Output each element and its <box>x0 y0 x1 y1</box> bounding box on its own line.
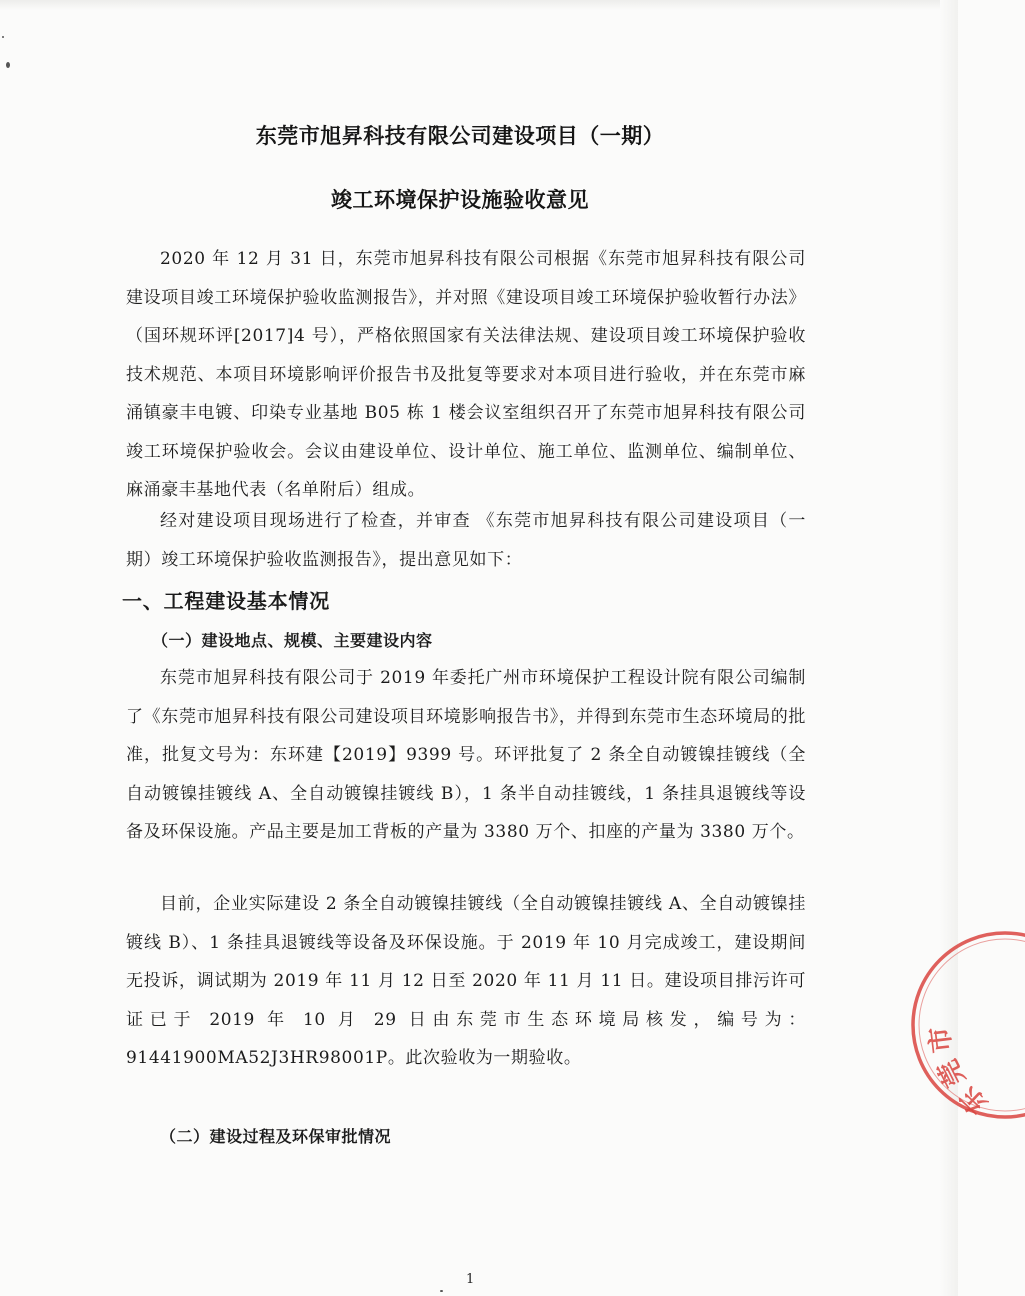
scan-speck <box>6 62 10 68</box>
document-title-line-2: 竣工环境保护设施验收意见 <box>331 188 589 212</box>
paragraph-introduction: 2020 年 12 月 31 日，东莞市旭昇科技有限公司根据《东莞市旭昇科技有限公司建设项目竣工环境保护验收监测报告》，并对照《建设项目竣工环境保护验收暂行办法》（国环规环评[2017]4 号），严格依照国家有关法律法规、建设项目竣工环境保护验收技术规范、本项目环境影响评价报告书及批复等要求对本项目进行验收，并在东莞市麻涌镇豪丰电镀、印染专业基地 B05 栋 1 楼会议室组织召开了东莞市旭昇科技有限公司竣工环境保护验收会。会议由建设单位、设计单位、施工单位、监测单位、编制单位、麻涌豪丰基地代表（名单附后）组成。 <box>126 249 806 500</box>
scan-speck <box>2 36 4 38</box>
paragraph-review: 经对建设项目现场进行了检查，并审查 《东莞市旭昇科技有限公司建设项目（一期）竣工环境保护验收监测报告》，提出意见如下： <box>126 511 806 570</box>
subsection-heading-construction-process: （二）建设过程及环保审批情况 <box>160 1127 392 1146</box>
section-heading-basic-info: 一、工程建设基本情况 <box>122 589 330 613</box>
svg-text:东莞市: 东莞市 <box>924 1019 994 1120</box>
paragraph-eia-approval: 东莞市旭昇科技有限公司于 2019 年委托广州市环境保护工程设计院有限公司编制了《东莞市旭昇科技有限公司建设项目环境影响报告书》，并得到东莞市生态环境局的批准，批复文号为：东环建【2019】9399 号。环评批复了 2 条全自动镀镍挂镀线（全自动镀镍挂镀线 A、全自动镀镍挂镀线 B），1 条半自动挂镀线，1 条挂具退镀线等设备及环保设施。产品主要是加工背板的产量为 3380 万个、扣座的产量为 3380 万个。 <box>126 668 806 842</box>
document-title-line-1: 东莞市旭昇科技有限公司建设项目（一期） <box>255 124 665 148</box>
subsection-heading-location-scale: （一）建设地点、规模、主要建设内容 <box>152 631 433 650</box>
paragraph-actual-construction: 目前，企业实际建设 2 条全自动镀镍挂镀线（全自动镀镍挂镀线 A、全自动镀镍挂镀线 B）、1 条挂具退镀线等设备及环保设施。于 2019 年 10 月完成竣工，建设期间无投诉，调试期为 2019 年 11 月 12 日至 2020 年 11 月 11 日。建设项目排污许可证已于 2019 年 10 月 29 日由东莞市生态环境局核发，编号为：91441900MA52J3HR98001P。此次验收为一期验收。 <box>126 894 806 1068</box>
company-seal-stamp <box>905 960 1025 1130</box>
scan-edge-top <box>0 0 958 10</box>
page-number: 1 <box>466 1272 475 1287</box>
scan-speck <box>440 1290 443 1292</box>
